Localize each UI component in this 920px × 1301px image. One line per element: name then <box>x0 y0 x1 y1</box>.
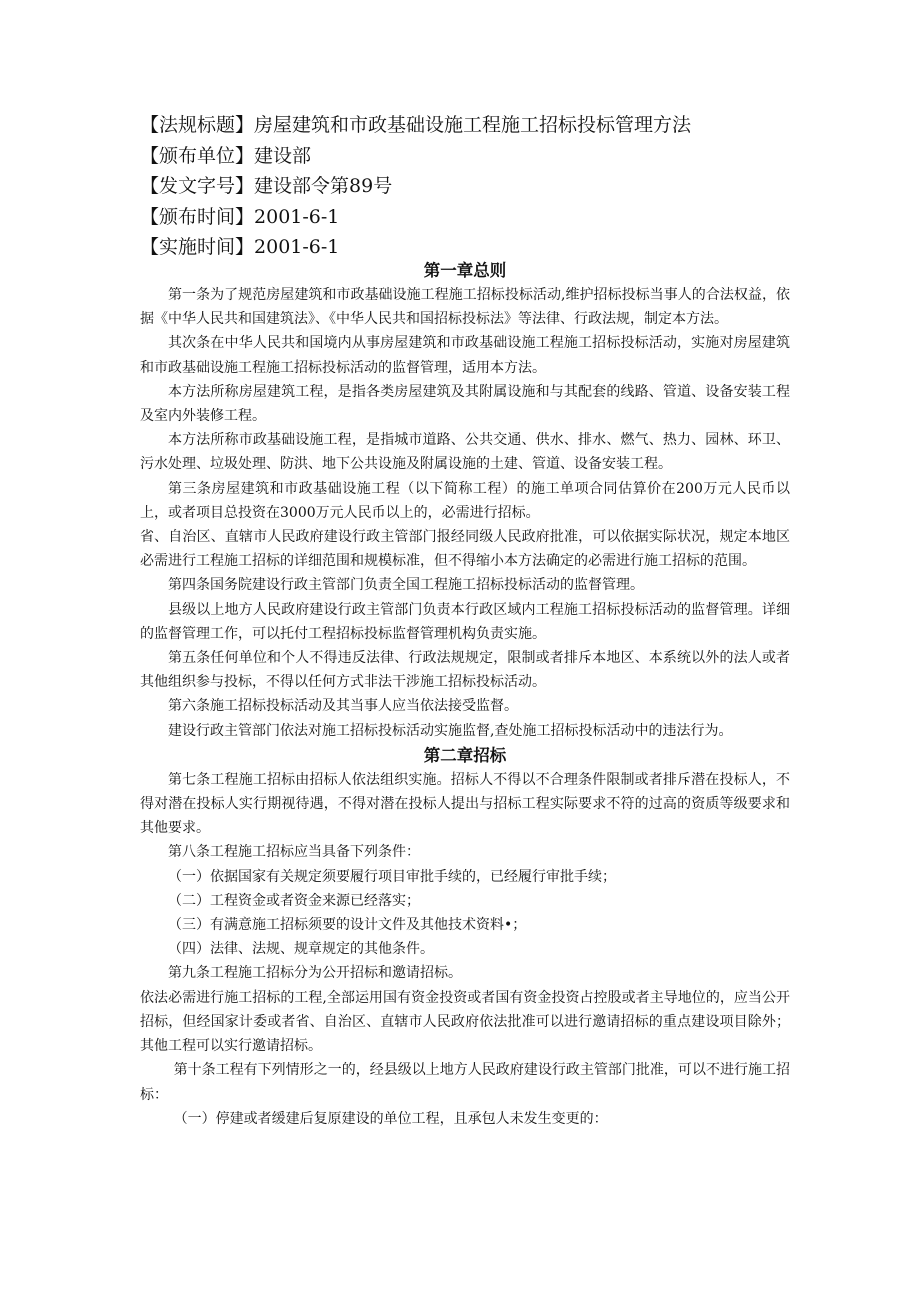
article-10: 第十条工程有下列情形之一的，经县级以上地方人民政府建设行政主管部门批准，可以不进行施工招标： <box>140 1062 790 1103</box>
document-number: 建设部令第89号 <box>254 175 393 197</box>
article-7: 第七条工程施工招标由招标人依法组织实施。招标人不得以不合理条件限制或者排斥潜在投标人，不得对潜在投标人实行期视待遇，不得对潜在投标人提出与招标工程实际要求不符的过高的资质等级要求和其他要求。 <box>140 771 790 837</box>
issuer: 建设部 <box>254 144 312 167</box>
article-2: 其次条在中华人民共和国境内从事房屋建筑和市政基础设施工程施工招标投标活动，实施对房屋建筑和市政基础设施工程施工招标投标活动的监督管理，适用本方法。 <box>140 335 790 376</box>
definition-housing: 本方法所称房屋建筑工程，是指各类房屋建筑及其附属设施和与其配套的线路、管道、设备安装工程及室内外装修工程。 <box>140 383 790 425</box>
meta-issue-date-label: 【颁布时间】 <box>140 205 255 228</box>
document-body <box>140 258 790 1131</box>
meta-title-line <box>140 110 820 141</box>
article-8-item-2: （二）工程资金或者资金来源已经落实； <box>168 892 420 909</box>
chapter-1-heading: 第一章总则 <box>423 261 507 280</box>
regulation-metadata <box>140 110 820 263</box>
chapter-2-heading: 第二章招标 <box>423 745 507 765</box>
definition-infrastructure: 本方法所称市政基础设施工程，是指城市道路、公共交通、供水、排水、燃气、热力、园林、环卫、污水处理、垃圾处理、防洪、地下公共设施及附属设施的土建、管道、设备安装工程。 <box>140 432 790 473</box>
article-4: 第四条国务院建设行政主管部门负责全国工程施工招标投标活动的监督管理。 <box>168 577 644 594</box>
article-3: 第三条房屋建筑和市政基础设施工程（以下简称工程）的施工单项合同估算价在200万元人民币以上，或者项目总投资在3000万元人民币以上的，必需进行招标。 <box>140 480 790 521</box>
article-5: 第五条任何单位和个人不得违反法律、行政法规规定，限制或者排斥本地区、本系统以外的法人或者其他组织参与投标，不得以任何方式非法干涉施工招标投标活动。 <box>140 650 790 691</box>
meta-effective-date-label: 【实施时间】 <box>140 236 255 258</box>
meta-issuer-line <box>140 141 820 172</box>
article-8-item-1: （一）依据国家有关规定须要履行项目审批手续的，已经履行审批手续； <box>168 868 616 885</box>
meta-docno-line <box>140 171 820 202</box>
article-10-item-1: （一）停建或者缓建后复原建设的单位工程，且承包人未发生变更的： <box>173 1110 608 1127</box>
article-4-local: 县级以上地方人民政府建设行政主管部门负责本行政区域内工程施工招标投标活动的监督管理。详细的监督管理工作，可以托付工程招标投标监督管理机构负责实施。 <box>140 601 790 642</box>
meta-docno-label: 【发文字号】 <box>140 175 255 197</box>
article-1: 第一条为了规范房屋建筑和市政基础设施工程施工招标投标活动,维护招标投标当事人的合法权益，依据《中华人民共和国建筑法》、《中华人民共和国招标投标法》等法律、行政法规，制定本方法。 <box>140 287 790 328</box>
article-9-detail: 依法必需进行施工招标的工程,全部运用国有资金投资或者国有资金投资占控股或者主导地位的，应当公开招标，但经国家计委或者省、自治区、直辖市人民政府依法批准可以进行邀请招标的重点建设项目除外；其他工程可以实行邀请招标。 <box>140 989 790 1055</box>
article-6: 第六条施工招标投标活动及其当事人应当依法接受监督。 <box>168 698 518 715</box>
article-8: 第八条工程施工招标应当具备下列条件： <box>168 844 420 861</box>
article-8-item-4: （四）法律、法规、规章规定的其他条件。 <box>168 941 434 958</box>
article-3-provincial: 省、自治区、直辖市人民政府建设行政主管部门报经同级人民政府批准，可以依据实际状况，规定本地区必需进行工程施工招标的详细范围和规模标准，但不得缩小本方法确定的必需进行施工招标的范围。 <box>140 529 790 570</box>
issue-date: 2001-6-1 <box>254 205 340 228</box>
effective-date: 2001-6-1 <box>254 236 340 258</box>
regulation-title: 房屋建筑和市政基础设施工程施工招标投标管理方法 <box>254 114 692 136</box>
meta-issuer-label: 【颁布单位】 <box>140 144 255 167</box>
article-9: 第九条工程施工招标分为公开招标和邀请招标。 <box>168 965 462 982</box>
article-6-supervision: 建设行政主管部门依法对施工招标投标活动实施监督,查处施工招标投标活动中的违法行为。 <box>168 722 733 739</box>
meta-issue-date-line <box>140 202 820 233</box>
meta-title-label: 【法规标题】 <box>140 114 255 136</box>
article-8-item-3: （三）有满意施工招标须要的设计文件及其他技术资料•； <box>168 917 527 934</box>
